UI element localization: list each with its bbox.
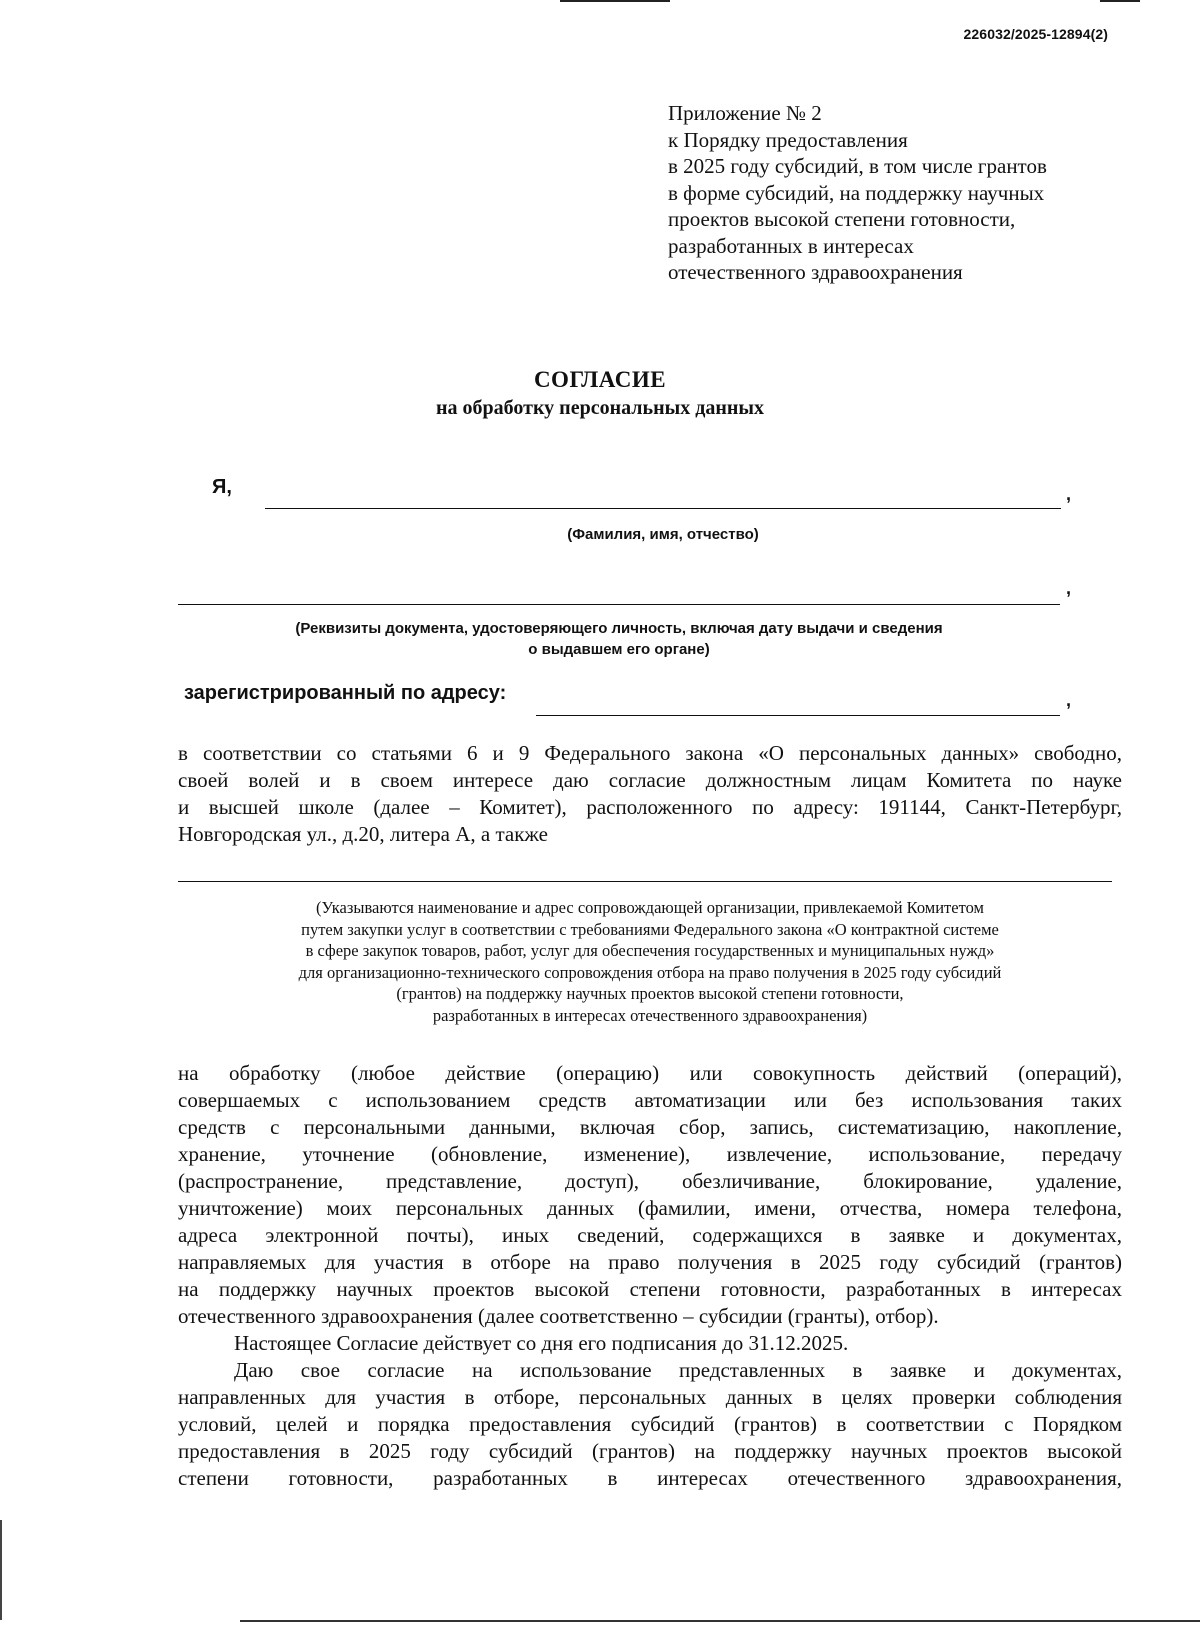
scan-edge-top (1100, 0, 1140, 2)
paragraph-line: отечественного здравоохранения (далее соответственно – субсидии (гранты), отбор). (178, 1304, 939, 1328)
paragraph-line: (распространение, представление, доступ), обезличивание, блокирование, удаление, (178, 1169, 1122, 1193)
paragraph-line: адреса электронной почты), иных сведений, содержащихся в заявке и документах, (178, 1223, 1122, 1247)
paragraph-line: средств с персональными данными, включая сбор, запись, систематизацию, накопление, (178, 1115, 1122, 1139)
paragraph-line: и высшей школе (далее – Комитет), расположенного по адресу: 191144, Санкт-Петербург, (178, 795, 1122, 819)
ya-label: Я, (212, 476, 232, 498)
paragraph-line: в соответствии со статьями 6 и 9 Федерального закона «О персональных данных» свободно, (178, 741, 1122, 765)
scan-edge-top (560, 0, 670, 2)
scan-edge-bottom (240, 1620, 1200, 1622)
paragraph-line: хранение, уточнение (обновление, изменение), извлечение, использование, передачу (178, 1142, 1122, 1166)
name-field-caption: (Фамилия, имя, отчество) (567, 526, 759, 543)
scan-edge-left (0, 1520, 2, 1620)
title-subtitle: на обработку персональных данных (436, 397, 764, 419)
address-field-line[interactable] (536, 715, 1060, 716)
paragraph-line: уничтожение) моих персональных данных (фамилии, имени, отчества, номера телефона, (178, 1196, 1122, 1220)
appendix-line: Приложение № 2 (668, 101, 822, 125)
appendix-line: в 2025 году субсидий, в том числе грантов (668, 154, 1047, 178)
paragraph-line: своей волей и в своем интересе даю согласие должностным лицам Комитета по науке (178, 768, 1122, 792)
organization-field-line[interactable] (178, 881, 1112, 882)
paragraph-line: Новгородская ул., д.20, литера А, а также (178, 822, 548, 846)
consent-paragraph-1 (178, 740, 1122, 848)
paragraph-line: предоставления в 2025 году субсидий (грантов) на поддержку научных проектов высокой (178, 1439, 1122, 1463)
paragraph-line: направленных для участия в отборе, персональных данных в целях проверки соблюдения (178, 1385, 1122, 1409)
appendix-line: проектов высокой степени готовности, (668, 207, 1016, 231)
document-number: 226032/2025-12894(2) (963, 26, 1108, 42)
paragraph-line: совершаемых с использованием средств автоматизации или без использования таких (178, 1088, 1122, 1112)
paragraph-line: Даю свое согласие на использование представленных в заявке и документах, (234, 1358, 1122, 1382)
appendix-line: к Порядку предоставления (668, 127, 908, 152)
appendix-line: разработанных в интересах (668, 233, 914, 258)
paragraph-line: Настоящее Согласие действует со дня его подписания до 31.12.2025. (234, 1331, 849, 1355)
paragraph-line: направляемых для участия в отборе на право получения в 2025 году субсидий (грантов) (178, 1250, 1122, 1274)
appendix-line: отечественного здравоохранения (668, 260, 963, 284)
organization-caption: (Указываются наименование и адрес сопровождающей организации, привлекаемой Комитетом путем закупки услуг в соответствии с требованиями Федерального закона «О контрактной системе в сфере закупок товаров, работ, услуг для обеспечения государственных и муниципальных нужд» для организационно-технического сопровождения отбора на право получения в 2025 году субсидий (грантов) на поддержку научных проектов высокой степени готовности, разработанных в интересах отечественного здравоохранения) (298, 898, 1002, 1025)
consent-validity-paragraph (178, 1330, 1122, 1357)
id-document-caption: (Реквизиты документа, удостоверяющего личность, включая дату выдачи и сведения о выдавшем его органе) (295, 620, 943, 658)
paragraph-line: на обработку (любое действие (операцию) или совокупность действий (операций), (178, 1061, 1122, 1085)
address-label: зарегистрированный по адресу: (184, 682, 507, 704)
document-title (0, 366, 1200, 422)
name-field-line[interactable] (265, 508, 1061, 509)
paragraph-line: условий, целей и порядка предоставления субсидий (грантов) в соответствии с Порядком (178, 1412, 1122, 1436)
name-field-comma: , (1066, 484, 1072, 504)
consent-paragraph-2 (178, 1060, 1122, 1330)
consent-paragraph-4 (178, 1357, 1122, 1492)
paragraph-line: степени готовности, разработанных в интересах отечественного здравоохранения, (178, 1466, 1122, 1490)
appendix-header (668, 100, 1138, 286)
appendix-line: в форме субсидий, на поддержку научных (668, 180, 1045, 205)
id-field-comma: , (1066, 578, 1072, 598)
address-field-comma: , (1066, 690, 1072, 710)
paragraph-line: на поддержку научных проектов высокой степени готовности, разработанных в интересах (178, 1277, 1122, 1301)
id-document-field-line[interactable] (178, 604, 1060, 605)
title-main: СОГЛАСИЕ (533, 367, 667, 392)
